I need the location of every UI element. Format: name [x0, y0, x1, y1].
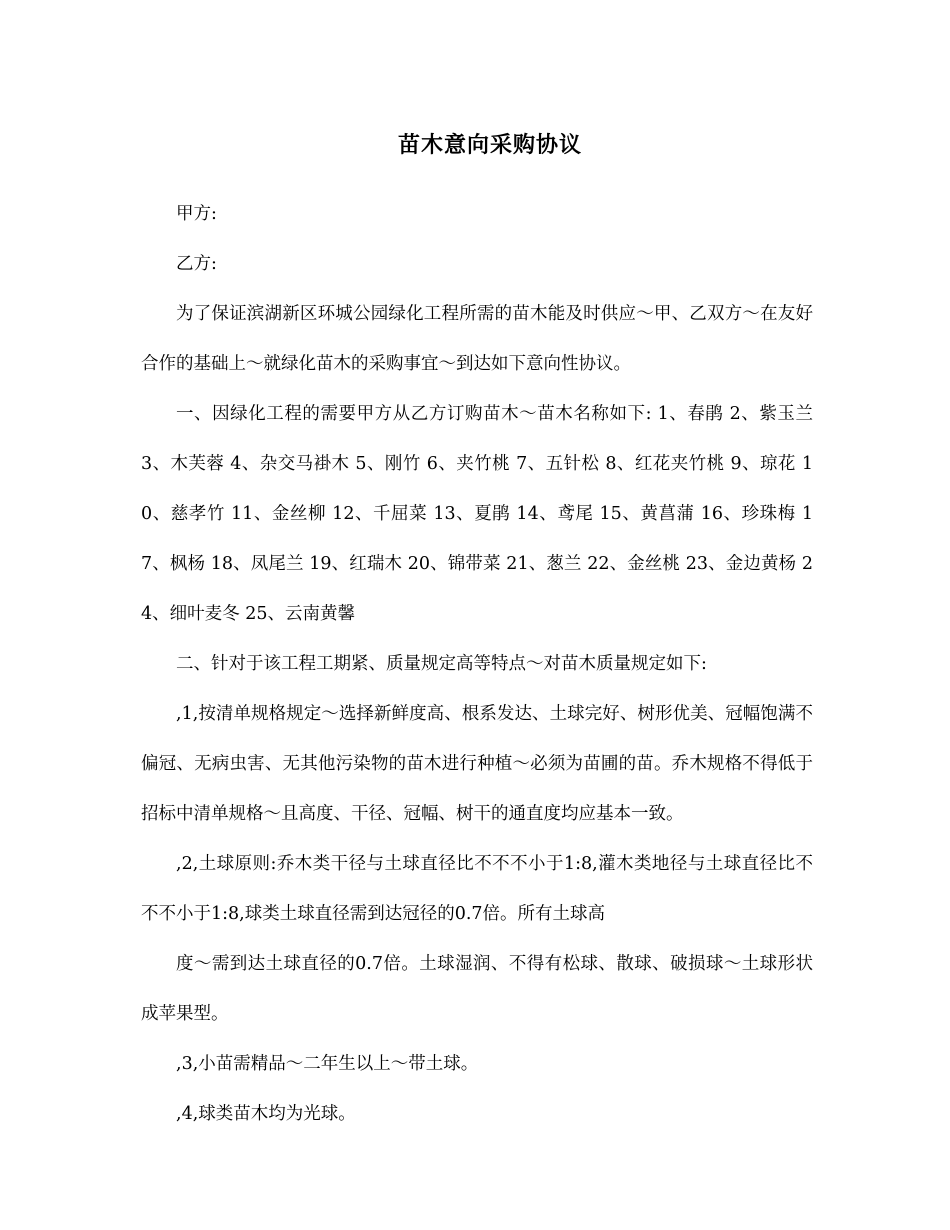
party-a-line: 甲方:: [176, 204, 217, 224]
party-b-line: 乙方:: [176, 254, 217, 274]
requirement-3-paragraph: ,3,小苗需精品～二年生以上～带土球。: [176, 1054, 479, 1074]
requirement-4-paragraph: ,4,球类苗木均为光球。: [176, 1104, 356, 1124]
clause-2-heading: 二、针对于该工程工期紧、质量规定高等特点～对苗木质量规定如下:: [176, 654, 707, 674]
requirement-2-paragraph: ,2,土球原则:乔木类干径与土球直径比不不不小于1:8,灌木类地径与土球直径比不不不小于1:8,球类土球直径需到达冠径的0.7倍。所有土球高: [141, 854, 813, 924]
requirement-2-continuation: 度～需到达土球直径的0.7倍。土球湿润、不得有松球、散球、破损球～土球形状成苹果型。: [141, 954, 813, 1024]
requirement-1-paragraph: ,1,按清单规格规定～选择新鲜度高、根系发达、土球完好、树形优美、冠幅饱满不偏冠、无病虫害、无其他污染物的苗木进行种植～必须为苗圃的苗。乔木规格不得低于招标中清单规格～且高度、干径、冠幅、树干的通直度均应基本一致。: [141, 704, 813, 824]
intro-paragraph: 为了保证滨湖新区环城公园绿化工程所需的苗木能及时供应～甲、乙双方～在友好合作的基础上～就绿化苗木的采购事宜～到达如下意向性协议。: [141, 304, 813, 374]
document-body: [141, 189, 813, 1139]
document-title: 苗木意向采购协议: [397, 132, 582, 158]
clause-1-paragraph: 一、因绿化工程的需要甲方从乙方订购苗木～苗木名称如下: 1、春鹃 2、紫玉兰 3、木芙蓉 4、杂交马褂木 5、刚竹 6、夹竹桃 7、五针松 8、红花夹竹桃 9、琼花 10、慈孝竹 11、金丝柳 12、千屈菜 13、夏鹃 14、鸢尾 15、黄菖蒲 16、珍珠梅 17、枫杨 18、凤尾兰 19、红瑞木 20、锦带菜 21、葱兰 22、金丝桃 23、金边黄杨 24、细叶麦冬 25、云南黄馨: [141, 404, 813, 624]
